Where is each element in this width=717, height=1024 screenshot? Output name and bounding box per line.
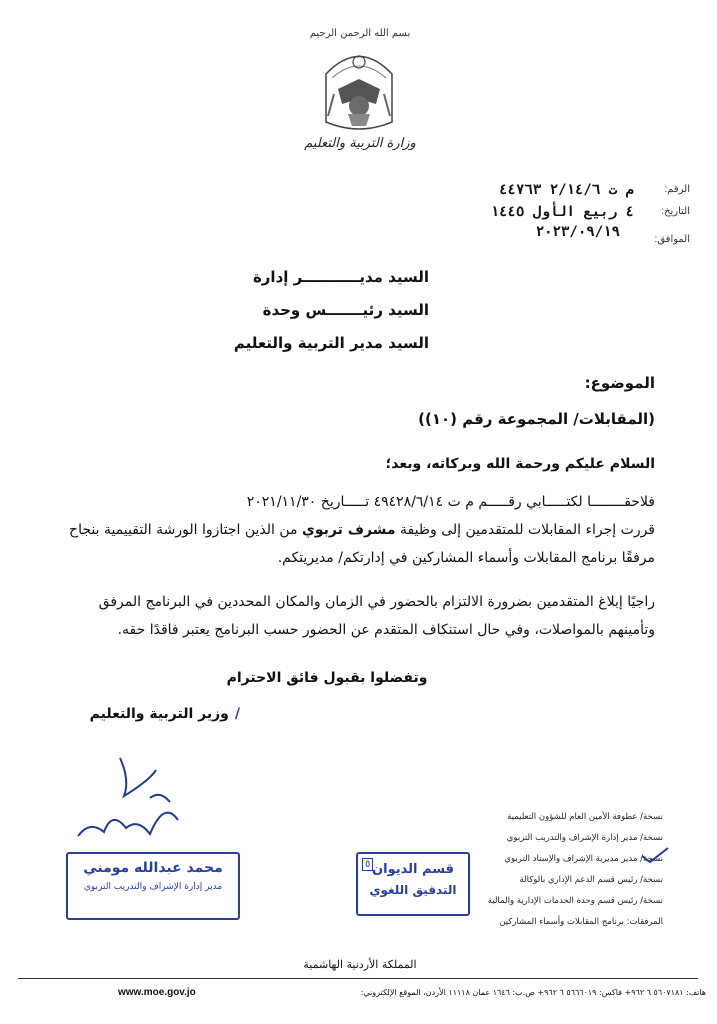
number-label: الرقم:: [664, 184, 690, 195]
handwritten-signature: [60, 740, 210, 860]
footer-kingdom: المملكة الأردنية الهاشمية: [303, 958, 417, 971]
greeting: السلام عليكم ورحمة الله وبركاته، وبعد؛: [385, 456, 655, 472]
corresponding-value: ٢٠٢٣/٠٩/١٩: [535, 224, 620, 240]
diwan-stamp-number: ٥: [362, 858, 373, 871]
footer-divider: [18, 978, 698, 979]
date-label: التاريخ:: [661, 206, 690, 217]
stamp-role: مدير إدارة الإشراف والتدريب التربوي: [83, 882, 223, 892]
number-value: م ت ٢/١٤/٦ ٤٤٧٦٣: [499, 182, 634, 198]
ministry-header: وزارة التربية والتعليم: [304, 136, 416, 151]
addressee-2: السيد رئيـــــــس وحدة: [262, 301, 429, 319]
minister-title-text: وزير التربية والتعليم: [89, 706, 229, 722]
basmala-text: بسم الله الرحمن الرحيم: [309, 28, 411, 39]
para2-line2: وتأمينهم بالمواصلات، وفي حال استنكاف المتقدم عن الحضور حسب البرنامج يعتبر فاقدًا حقه.: [117, 622, 655, 638]
para1-line2: [35, 516, 655, 544]
footer-contact: هاتف: ٥٦٠٧١٨١ ٦ ٩٦٢+ فاكس: ٥٦٦٦٠١٩ ٦ ٩٦٢+ ص.ب: ١٦٤٦ عمان ١١١١٨ الأردن، الموقع الإلكتروني:: [360, 988, 706, 997]
date-value: ٤ ربيع الأول ١٤٤٥: [490, 204, 634, 220]
subject-label: الموضوع:: [584, 374, 655, 392]
para1-line3: مرفقًا برنامج المقابلات وأسماء المشاركين في إدارتكم/ مديريتكم.: [277, 550, 655, 566]
job-title: مشرف تربوي: [302, 522, 396, 538]
closing: وتفضلوا بقبول فائق الاحترام: [226, 670, 428, 686]
para2-line1: راجيًا إبلاغ المتقدمين بضرورة الالتزام بالحضور في الزمان والمكان المحددين في البرنامج المرفق: [98, 594, 655, 610]
footer-website: www.moe.gov.jo: [118, 987, 196, 998]
diwan-stamp-title: قسم الديوان: [372, 862, 454, 877]
copy-item: نسخة/ مدير إدارة الإشراف والتدريب التربوي: [506, 833, 663, 843]
attachments-item: المرفقات: برنامج المقابلات وأسماء المشاركين: [499, 917, 663, 927]
para1-line1: فلاحقــــــــا لكتـــــابي رقـــــم م ت ٤٩٤٢٨/٦/١٤ تـــــاريخ ٢٠٢١/١١/٣٠: [246, 494, 655, 510]
subject-text: (المقابلات/ المجموعة رقم (١٠)): [418, 410, 655, 428]
para1-line2-pre: قررت إجراء المقابلات للمتقدمين إلى وظيفة: [395, 522, 655, 538]
signatory-stamp: [66, 852, 240, 920]
copies-list: [433, 812, 663, 938]
copy-item: نسخة/ عطوفة الأمين العام للشؤون التعليمية: [507, 812, 663, 822]
diwan-stamp-subtitle: التدقيق اللغوي: [369, 883, 457, 897]
stamp-name: محمد عبدالله مومني: [83, 860, 223, 876]
minister-title: /وزير التربية والتعليم: [89, 706, 240, 722]
copy-item: نسخة/ رئيس قسم وحدة الخدمات الإدارية والمالية: [487, 896, 663, 906]
check-mark-icon: [640, 846, 670, 866]
addressee-1: السيد مديـــــــــــر إدارة: [252, 268, 429, 286]
corresponding-label: الموافق:: [654, 234, 690, 245]
para1-line2-post: من الذين اجتازوا الورشة التقييمية بنجاح: [69, 522, 302, 538]
reference-block: [470, 184, 690, 246]
addressee-3: السيد مدير التربية والتعليم: [233, 334, 429, 352]
copy-item: نسخة/ رئيس قسم الدعم الإداري بالوكالة: [519, 875, 663, 885]
coat-of-arms-icon: [318, 44, 400, 134]
copy-item: نسخة/ مدير مديرية الإشراف والإسناد التربوي: [504, 854, 663, 864]
